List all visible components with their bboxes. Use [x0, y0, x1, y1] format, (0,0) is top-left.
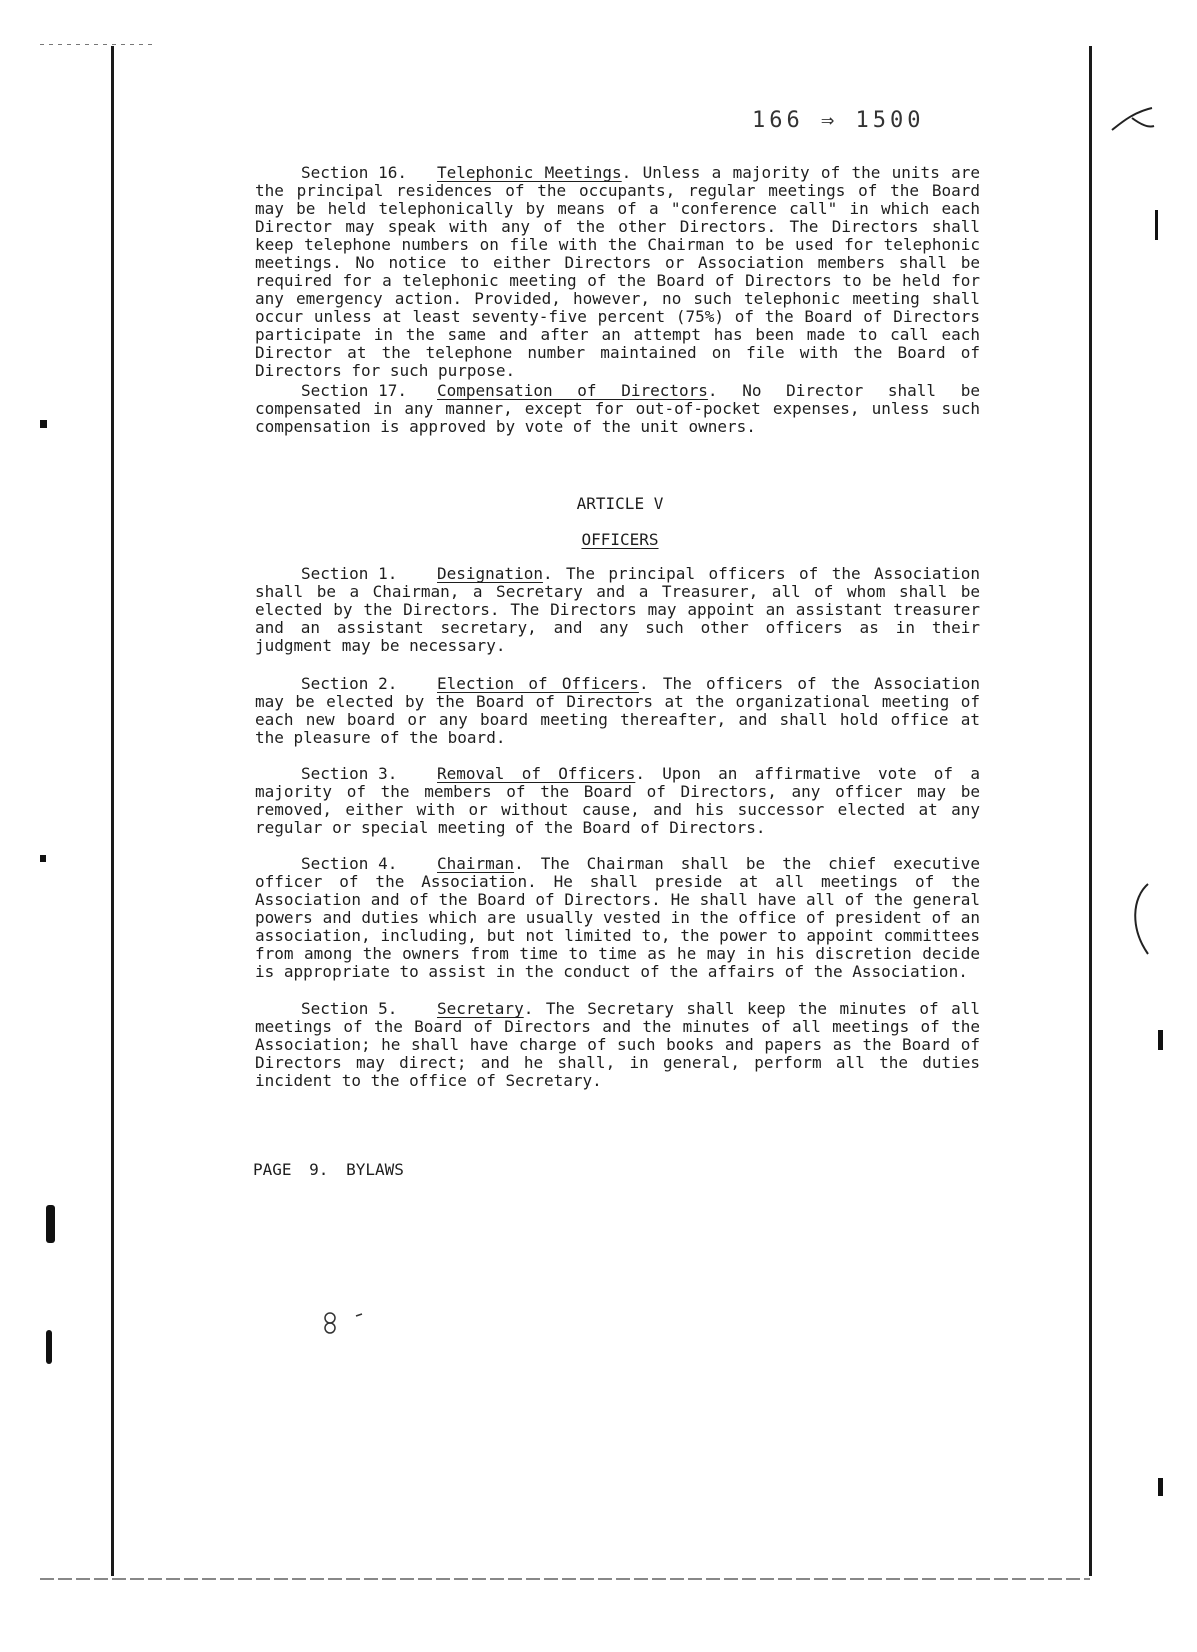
section-number: Section 17.	[301, 381, 407, 400]
section-2-paragraph	[255, 675, 980, 747]
page-footer: PAGE 9. BYLAWS	[253, 1160, 404, 1179]
section-text: Upon an affirmative vote of a majority of the members of the Board of Directors, any officer may be removed, either with or without cause, and his successor elected at any regular or special meeting of the Board of Directors.	[255, 764, 980, 837]
heading-period: .	[638, 674, 663, 693]
section-heading: Designation	[437, 564, 543, 583]
heading-period: .	[514, 854, 541, 873]
margin-bracket-mark	[1126, 880, 1156, 960]
section-text: Unless a majority of the units are the principal residences of the occupants, regular meetings of the Board may be held telephonically by means of a "conference call" in which each Director may speak with any of the other Directors. The Directors shall keep telephone numbers on file with the Chairman to be used for telephonic meetings. No notice to either Directors or Association members shall be required for a telephonic meeting of the Board of Directors to be held for any emergency action. Provided, however, no such telephonic meeting shall occur unless at least seventy-five percent (75%) of the Board of Directors participate in the same and after an attempt has been made to call each Director at the telephone number maintained on file with the Board of Directors for such purpose.	[255, 163, 980, 380]
scan-speck	[1158, 1030, 1163, 1050]
section-16-paragraph	[255, 164, 980, 380]
scan-blot	[46, 1330, 52, 1364]
scan-blot	[46, 1205, 55, 1243]
section-heading: Removal of Officers	[437, 764, 636, 783]
scan-speck	[40, 855, 46, 862]
section-number: Section 3.	[301, 764, 398, 783]
scan-speck	[40, 420, 47, 428]
margin-scribble-top	[1108, 100, 1158, 140]
section-text: The Secretary shall keep the minutes of all meetings of the Board of Directors and the minutes of all meetings of the Association; he shall have charge of such books and papers as the Board of Directors may direct; and he shall, in general, perform all the duties incident to the office of Secretary.	[255, 999, 980, 1090]
heading-period: .	[523, 999, 546, 1018]
section-number: Section 1.	[301, 564, 398, 583]
scan-speck	[1155, 210, 1158, 240]
section-4-paragraph	[255, 855, 980, 981]
section-17-paragraph	[255, 382, 980, 436]
section-text: No Director shall be compensated in any manner, except for out-of-pocket expenses, unless such compensation is approved by vote of the unit owners.	[255, 381, 981, 436]
article-title: ARTICLE V	[576, 494, 664, 513]
scan-speck	[1158, 1478, 1163, 1496]
left-margin-rule	[111, 46, 114, 1576]
section-5-paragraph	[255, 1000, 980, 1090]
bottom-margin-rule	[40, 1578, 1090, 1580]
heading-period: .	[707, 381, 743, 400]
section-text: The officers of the Association may be elected by the Board of Directors at the organizational meeting of each new board or any board meeting thereafter, and shall hold office at the pleasure of the board.	[255, 674, 981, 747]
section-heading: Secretary	[437, 999, 524, 1018]
heading-period: .	[542, 564, 567, 583]
section-number: Section 4.	[301, 854, 398, 873]
recording-stamp: 166 ⇒ 1500	[752, 108, 925, 133]
section-number: Section 16.	[301, 163, 407, 182]
section-number: Section 2.	[301, 674, 398, 693]
section-text: The principal officers of the Association shall be a Chairman, a Secretary and a Treasurer, all of whom shall be elected by the Directors. The Directors may appoint an assistant treasurer and an assistant secretary, and any such other officers as in their judgment may be necessary.	[255, 564, 981, 655]
section-number: Section 5.	[301, 999, 398, 1018]
article-subtitle: OFFICERS	[581, 530, 659, 549]
heading-period: .	[621, 163, 643, 182]
handwritten-mark	[320, 1310, 370, 1340]
section-3-paragraph	[255, 765, 980, 837]
section-heading: Compensation of Directors	[437, 381, 708, 400]
right-margin-rule	[1089, 46, 1092, 1576]
section-heading: Chairman	[437, 854, 515, 873]
scan-edge-top	[40, 44, 152, 45]
section-heading: Election of Officers	[437, 674, 639, 693]
section-text: The Chairman shall be the chief executive officer of the Association. He shall preside at all meetings of the Association and of the Board of Directors. He shall have all of the general powers and duties which are usually vested in the office of president of an association, including, but not limited to, the power to appoint committees from among the owners from time to time as he may in his discretion decide is appropriate to assist in the conduct of the affairs of the Association.	[255, 854, 980, 981]
section-heading: Telephonic Meetings	[437, 163, 622, 182]
heading-period: .	[635, 764, 663, 783]
section-1-paragraph	[255, 565, 980, 655]
